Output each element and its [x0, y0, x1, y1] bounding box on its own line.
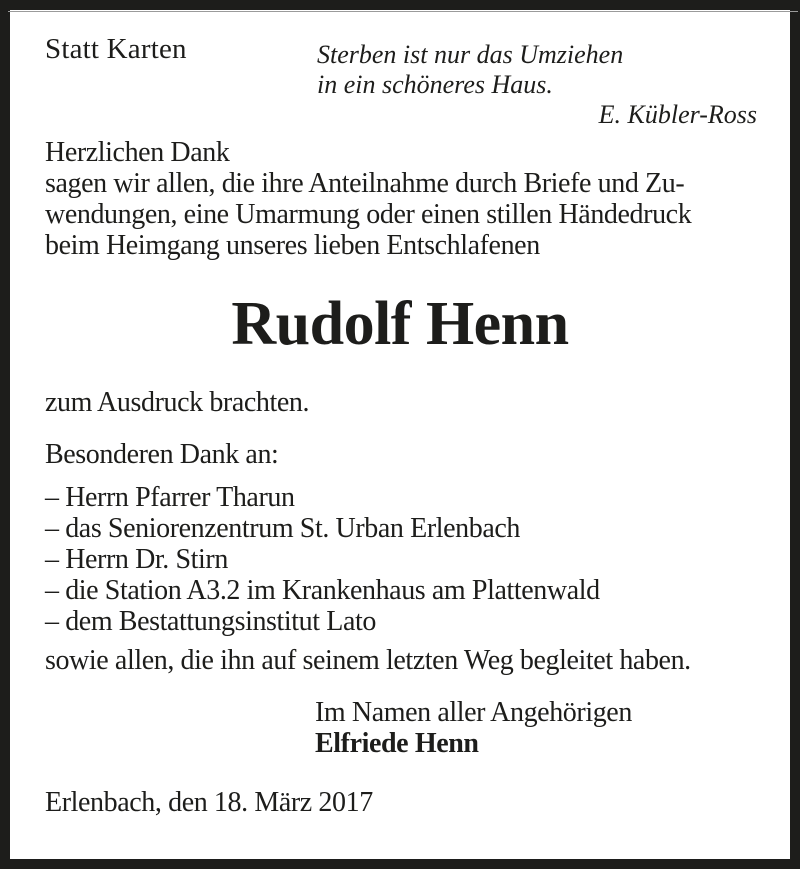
after-name-line: zum Ausdruck brachten.	[45, 387, 310, 418]
intro-line-2: sagen wir allen, die ihre Anteilnahme durch Briefe und Zu-	[45, 168, 685, 199]
thanks-list-item: – Herrn Dr. Stirn	[45, 544, 228, 575]
intro-paragraph	[45, 137, 691, 261]
intro-line-3: wendungen, eine Umarmung oder einen stillen Händedruck	[45, 199, 692, 230]
signature-name: Elfriede Henn	[315, 728, 479, 759]
statt-karten-label: Statt Karten	[45, 33, 187, 65]
signature-block	[315, 697, 632, 759]
thanks-list-item: – dem Bestattungsinstitut Lato	[45, 606, 376, 637]
thanks-list-item: – Herrn Pfarrer Tharun	[45, 482, 295, 513]
memorial-quote	[317, 40, 757, 130]
thanks-list-item: – die Station A3.2 im Krankenhaus am Plattenwald	[45, 575, 600, 606]
thanks-list	[45, 482, 600, 637]
place-date: Erlenbach, den 18. März 2017	[45, 787, 373, 818]
quote-attribution: E. Kübler-Ross	[598, 100, 757, 129]
signature-line: Im Namen aller Angehörigen	[315, 697, 632, 728]
deceased-name: Rudolf Henn	[231, 290, 569, 358]
quote-line-1: Sterben ist nur das Umziehen	[317, 40, 624, 69]
closing-line: sowie allen, die ihn auf seinem letzten Weg begleitet haben.	[45, 645, 691, 676]
intro-line-4: beim Heimgang unseres lieben Entschlafenen	[45, 230, 540, 261]
thanks-list-item: – das Seniorenzentrum St. Urban Erlenbach	[45, 513, 521, 544]
top-scan-hairline	[8, 11, 798, 12]
intro-line-1: Herzlichen Dank	[45, 137, 230, 168]
quote-line-2: in ein schöneres Haus.	[317, 70, 553, 99]
thanks-heading: Besonderen Dank an:	[45, 439, 279, 470]
